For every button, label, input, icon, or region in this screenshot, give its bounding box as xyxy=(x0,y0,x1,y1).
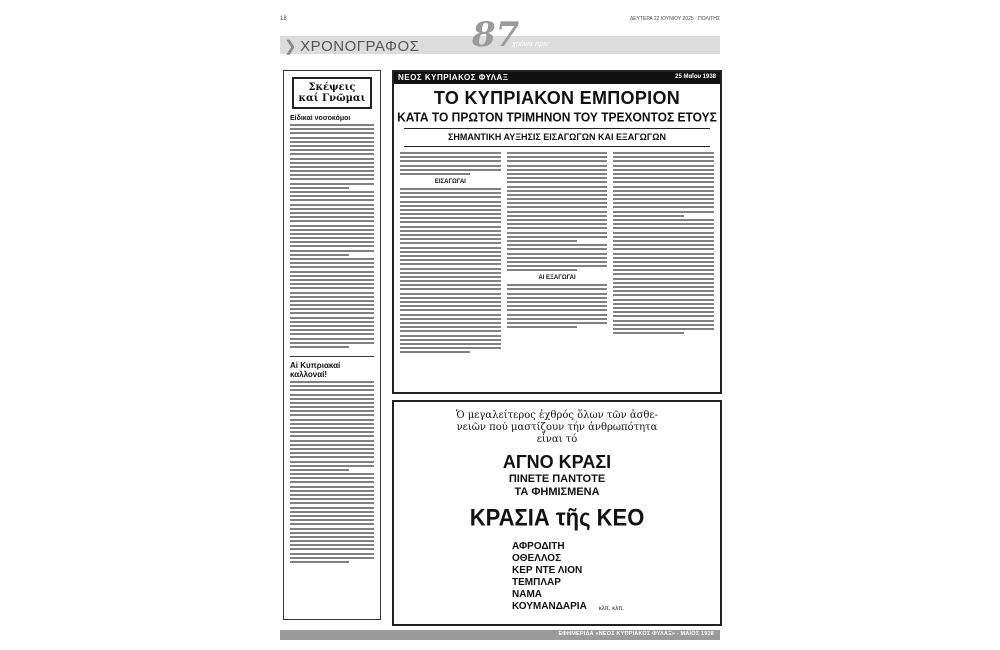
wine-name: ΚΟΥΜΑΝΔΑΡΙΑ xyxy=(512,601,587,612)
section-title-text: ΧΡΟΝΟΓΡΑΦΟΣ xyxy=(300,38,420,55)
column-title-line-1: Σκέψεις xyxy=(308,82,356,93)
column-heading-nurses: Εἰδικαί νοσοκόμοι xyxy=(290,115,351,122)
article-rule-top xyxy=(404,128,710,129)
article-deck: ΣΗΜΑΝΤΙΚΗ ΑΥΞΗΣΙΣ ΕΙΣΑΓΩΓΩΝ ΚΑΙ ΕΞΑΓΩΓΩΝ xyxy=(447,132,667,142)
column-title-line-2: καί Γνῶμαι xyxy=(298,93,366,104)
ad-brand: ΚΡΑΣΙΑ τῆς ΚΕΟ xyxy=(469,503,645,532)
keo-wine-advertisement xyxy=(392,400,722,626)
article-column-2 xyxy=(507,152,608,386)
page-footer xyxy=(280,630,720,640)
footer-source: ΕΦΗΜΕΡΙΔΑ «ΝΕΟΣ ΚΥΠΡΙΑΚΟΣ ΦΥΛΑΞ» - ΜΑΪΟΣ 1938 xyxy=(558,631,714,637)
article-masthead-strip xyxy=(394,72,720,84)
article-column-3 xyxy=(613,152,714,386)
years-caption: χρόνια πριν xyxy=(512,41,549,48)
trade-article xyxy=(392,70,722,394)
section-title xyxy=(284,37,419,55)
wine-name: ΚΕΡ ΝΤΕ ΛΙΟΝ xyxy=(512,565,583,576)
page-header xyxy=(280,12,720,56)
ad-line-3: εἶναι τό xyxy=(536,434,578,445)
article-column-1 xyxy=(400,152,501,386)
article-date: 25 Μαΐου 1938 xyxy=(675,74,716,80)
column-heading-beauties: Αἱ Κυπριακαί καλλοναί! xyxy=(290,356,374,379)
article-rule-bottom xyxy=(404,146,710,147)
newspaper-page xyxy=(280,12,720,640)
subhead-exports: ΑΙ ΕΞΑΓΩΓΑΙ xyxy=(538,275,576,282)
chevron-right-icon: ❯ xyxy=(284,38,298,55)
column-title-box xyxy=(292,77,372,109)
subhead-imports: ΕΙΣΑΓΩΓΑΙ xyxy=(434,178,466,185)
ad-etc: κλπ. κλπ. xyxy=(598,606,624,612)
page-number: 18 xyxy=(280,16,287,22)
article-subheadline: ΚΑΤΑ ΤΟ ΠΡΩΤΟΝ ΤΡΙΜΗΝΟΝ ΤΟΥ ΤΡΕΧΟΝΤΟΣ ΕΤΟΥΣ xyxy=(397,109,717,125)
years-number: 87 xyxy=(472,15,520,55)
header-date: ΔΕΥΤΕΡΑ 22 ΙΟΥΝΙΟΥ 2025 · ΠΟΛΙΤΗΣ xyxy=(629,16,720,22)
ad-line-2: νειῶν πού μαστίζουν τήν ἀνθρωπότητα xyxy=(456,422,658,433)
opinion-column xyxy=(283,70,381,620)
wine-name: ΟΘΕΛΛΟΣ xyxy=(512,553,562,564)
ad-line-5: ΤΑ ΦΗΜΙΣΜΕΝΑ xyxy=(514,486,600,498)
column-text-block-1 xyxy=(290,124,374,348)
column-text-block-2 xyxy=(290,381,374,563)
article-newspaper-name: ΝΕΟΣ ΚΥΠΡΙΑΚΟΣ ΦΥΛΑΞ xyxy=(398,73,509,82)
wine-name: ΑΦΡΟΔΙΤΗ xyxy=(512,541,565,552)
ad-line-1: Ὁ μεγαλείτερος ἐχθρός ὅλων τῶν ἀσθε- xyxy=(455,410,658,421)
ad-intro xyxy=(394,410,720,446)
ad-headline: ΑΓΝΟ ΚΡΑΣΙ xyxy=(502,452,612,472)
ad-line-4: ΠΙΝΕΤΕ ΠΑΝΤΟΤΕ xyxy=(508,473,606,485)
article-body xyxy=(400,152,714,386)
wine-name: ΤΕΜΠΛΑΡ xyxy=(512,577,561,588)
article-headline: ΤΟ ΚΥΠΡΙΑΚΟΝ ΕΜΠΟΡΙΟΝ xyxy=(433,88,681,108)
ad-wine-list xyxy=(512,541,720,613)
wine-name: ΝΑΜΑ xyxy=(512,589,542,600)
